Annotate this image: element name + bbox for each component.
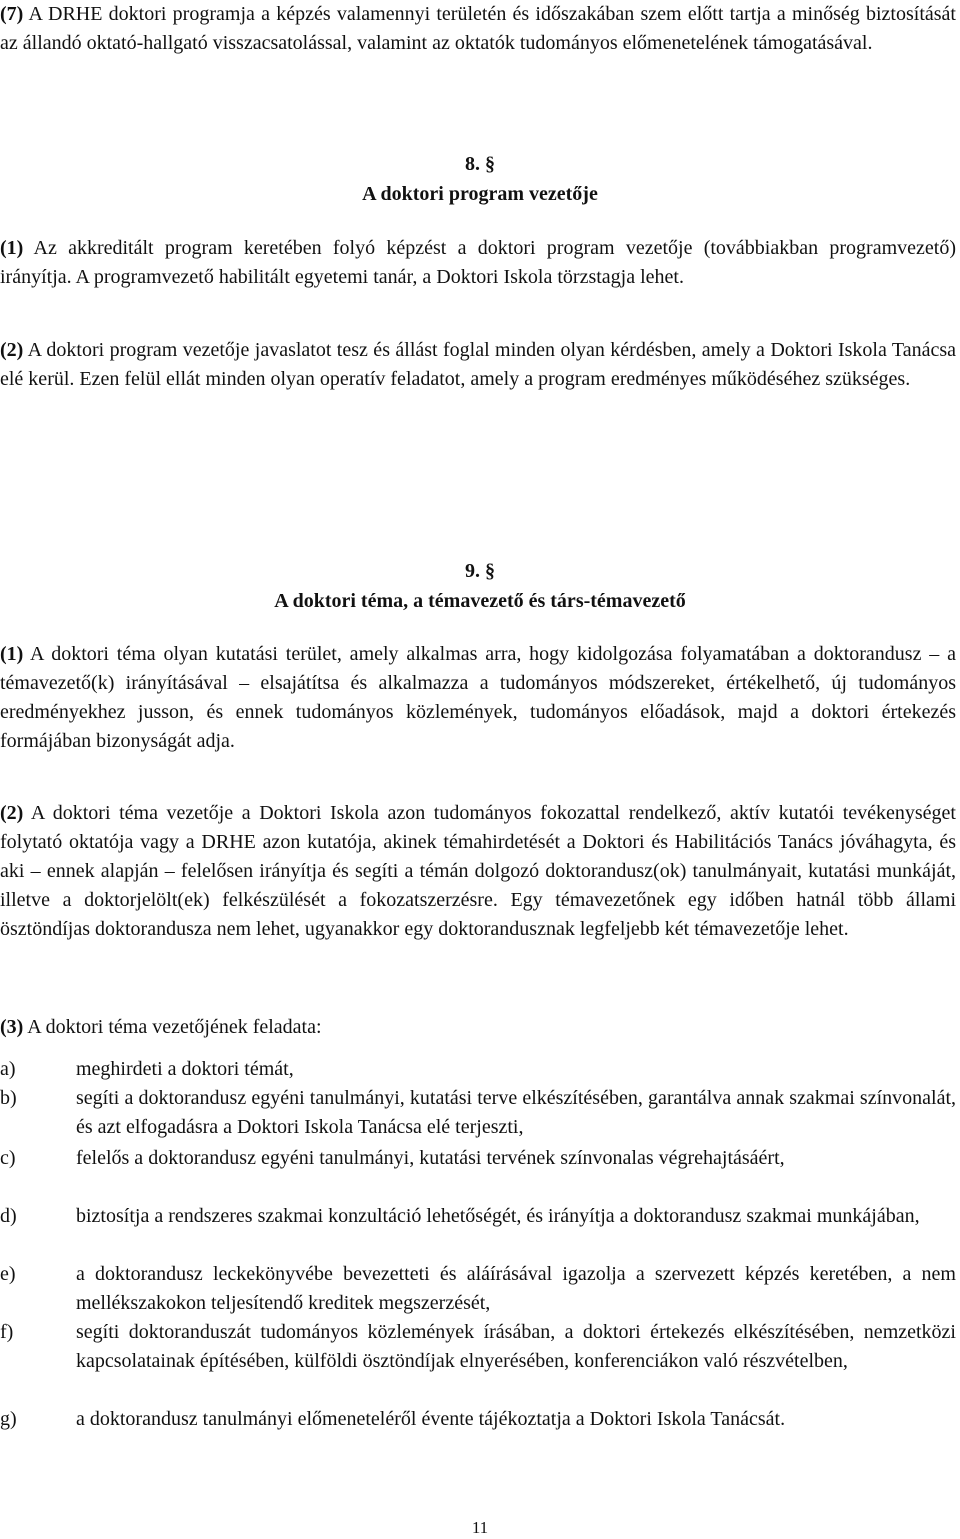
list-item-text: meghirdeti a doktori témát, xyxy=(76,1058,294,1080)
paragraph-number: (1) xyxy=(0,643,24,665)
list-item-text: segíti a doktorandusz egyéni tanulmányi, kutatási terve elkészítésében, garantálva annak szakmai színvonalát, és azt elfogadásra a Doktori Iskola Tanácsa elé terjeszti, xyxy=(76,1087,956,1138)
section-9-number xyxy=(0,557,960,586)
list-marker: d) xyxy=(0,1205,17,1227)
list-marker: e) xyxy=(0,1263,16,1285)
paragraph-text: Az akkreditált program keretében folyó képzést a doktori program vezetője (továbbiakban programvezető) irányítja. A programvezető habilitált egyetemi tanár, a Doktori Iskola törzstagja lehet. xyxy=(0,237,956,288)
section-number: 9. xyxy=(465,560,480,582)
paragraph-text: A doktori program vezetője javaslatot tesz és állást foglal minden olyan kérdésben, amely a Doktori Iskola Tanácsa elé kerül. Ezen felül ellát minden olyan operatív feladatot, amely a program eredményes működéséhez szükséges. xyxy=(0,339,956,390)
paragraph-number: (3) xyxy=(0,1016,24,1038)
page-number: 11 xyxy=(471,1518,489,1537)
section-symbol: § xyxy=(485,153,495,175)
list-item-text: biztosítja a rendszeres szakmai konzultáció lehetőségét, és irányítja a doktorandusz szakmai munkájában, xyxy=(76,1205,920,1227)
list-item-text: felelős a doktorandusz egyéni tanulmányi, kutatási tervének színvonalas végrehajtásáért, xyxy=(76,1147,785,1169)
list-marker: g) xyxy=(0,1408,17,1430)
list-marker: f) xyxy=(0,1321,14,1343)
list-marker: c) xyxy=(0,1147,16,1169)
section-8-title: A doktori program vezetője xyxy=(362,183,598,205)
section-9-title: A doktori téma, a témavezető és társ-témavezető xyxy=(274,590,686,612)
list-marker: a) xyxy=(0,1058,16,1080)
paragraph-text: A doktori téma vezetője a Doktori Iskola azon tudományos fokozattal rendelkező, aktív kutatói tevékenységet folytató oktatója vagy a DRHE azon kutatója, akinek témahirdetését a Doktori és Habilitációs Tanács jóváhagyta, és aki – ennek alapján – felelősen irányítja és segíti a témán dolgozó doktorandusz(ok) tanulmányait, kutatási munkáját, illetve a doktorjelölt(ek) felkészülését a fokozatszerzésre. Egy témavezetőnek egy időben hatnál több állami ösztöndíjas doktorandusza nem lehet, ugyanakkor egy doktorandusznak legfeljebb két témavezetője lehet. xyxy=(0,802,956,940)
paragraph-text: A doktori téma vezetőjének feladata: xyxy=(27,1016,322,1038)
list-item-text: a doktorandusz leckekönyvébe bevezetteti és aláírásával igazolja a szervezett képzés keretében, a nem mellékszakokon teljesítendő kreditek megszerzését, xyxy=(76,1263,956,1314)
paragraph-number: (2) xyxy=(0,802,24,824)
list-item-text: segíti doktoranduszát tudományos közlemények írásában, a doktori értekezés elkészítésében, nemzetközi kapcsolatainak építésében, külföldi ösztöndíjak elnyerésében, konferenciákon való részvételben, xyxy=(76,1321,956,1372)
paragraph-number: (2) xyxy=(0,339,24,361)
paragraph-number: (1) xyxy=(0,237,24,259)
paragraph-number: (7) xyxy=(0,3,24,25)
section-8-paragraph-2 xyxy=(0,336,956,394)
paragraph-7 xyxy=(0,0,956,58)
list-marker: b) xyxy=(0,1087,17,1109)
section-9-paragraph-1 xyxy=(0,640,956,756)
section-9-paragraph-3 xyxy=(0,1013,956,1042)
section-8-paragraph-1 xyxy=(0,234,956,292)
paragraph-text: A doktori téma olyan kutatási terület, amely alkalmas arra, hogy kidolgozása folyamatában a doktorandusz – a témavezető(k) irányításával – elsajátítsa és alkalmazza a tudományos módszereket, értékelhető, új tudományos eredményekhez jusson, és ennek tudományos közlemények, tudományos előadások, majd a doktori értekezés formájában bizonyságát adja. xyxy=(0,643,956,752)
paragraph-text: A DRHE doktori programja a képzés valamennyi területén és időszakában szem előtt tartja a minőség biztosítását az állandó oktató-hallgató visszacsatolással, valamint az oktatók tudományos előmenetelének támogatásával. xyxy=(0,3,956,54)
section-9-paragraph-2 xyxy=(0,799,956,944)
section-number: 8. xyxy=(465,153,480,175)
section-symbol: § xyxy=(485,560,495,582)
section-8-number xyxy=(0,150,960,179)
list-item-text: a doktorandusz tanulmányi előmeneteléről évente tájékoztatja a Doktori Iskola Tanácsát. xyxy=(76,1408,786,1430)
